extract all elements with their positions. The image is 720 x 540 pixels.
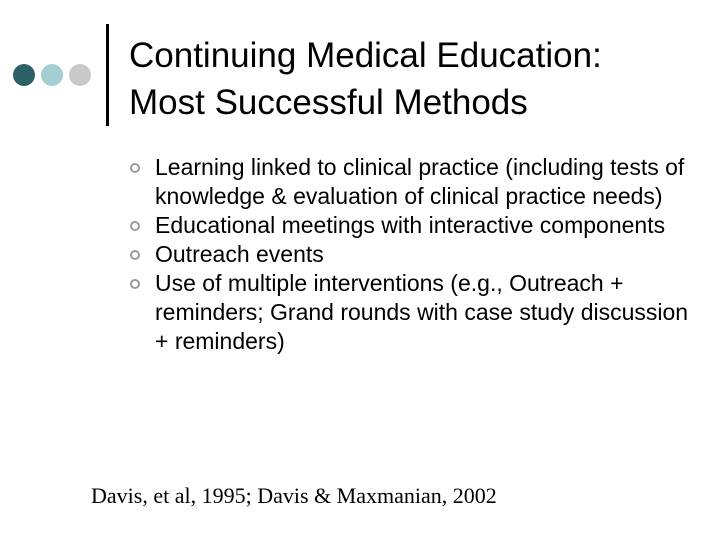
title-divider-line [106,24,109,126]
citation: Davis, et al, 1995; Davis & Maxmanian, 2002 [91,483,497,508]
hollow-circle-bullet-icon [130,279,140,289]
decorative-dot-light-icon [41,64,63,86]
bullet-text: Learning linked to clinical practice (including tests of knowledge & evaluation of clinical practice needs) [155,154,685,209]
hollow-circle-bullet-icon [130,250,140,260]
decorative-dot-dark-icon [13,64,35,86]
bullet-item [130,153,690,211]
bullet-text: Outreach events [155,241,324,267]
hollow-circle-bullet-icon [130,221,140,231]
bullet-item [130,240,690,269]
hollow-circle-bullet-icon [130,163,140,173]
bullet-item [130,211,690,240]
bullet-list [130,153,690,356]
bullet-item [130,269,690,356]
slide-title-line-2: Most Successful Methods [129,83,528,122]
slide-title [129,32,709,126]
decorative-dot-gray-icon [69,64,91,86]
bullet-text: Educational meetings with interactive components [155,212,666,238]
slide-title-line-1: Continuing Medical Education: [129,36,602,75]
bullet-text: Use of multiple interventions (e.g., Outreach + reminders; Grand rounds with case study discussion + reminders) [155,270,689,354]
